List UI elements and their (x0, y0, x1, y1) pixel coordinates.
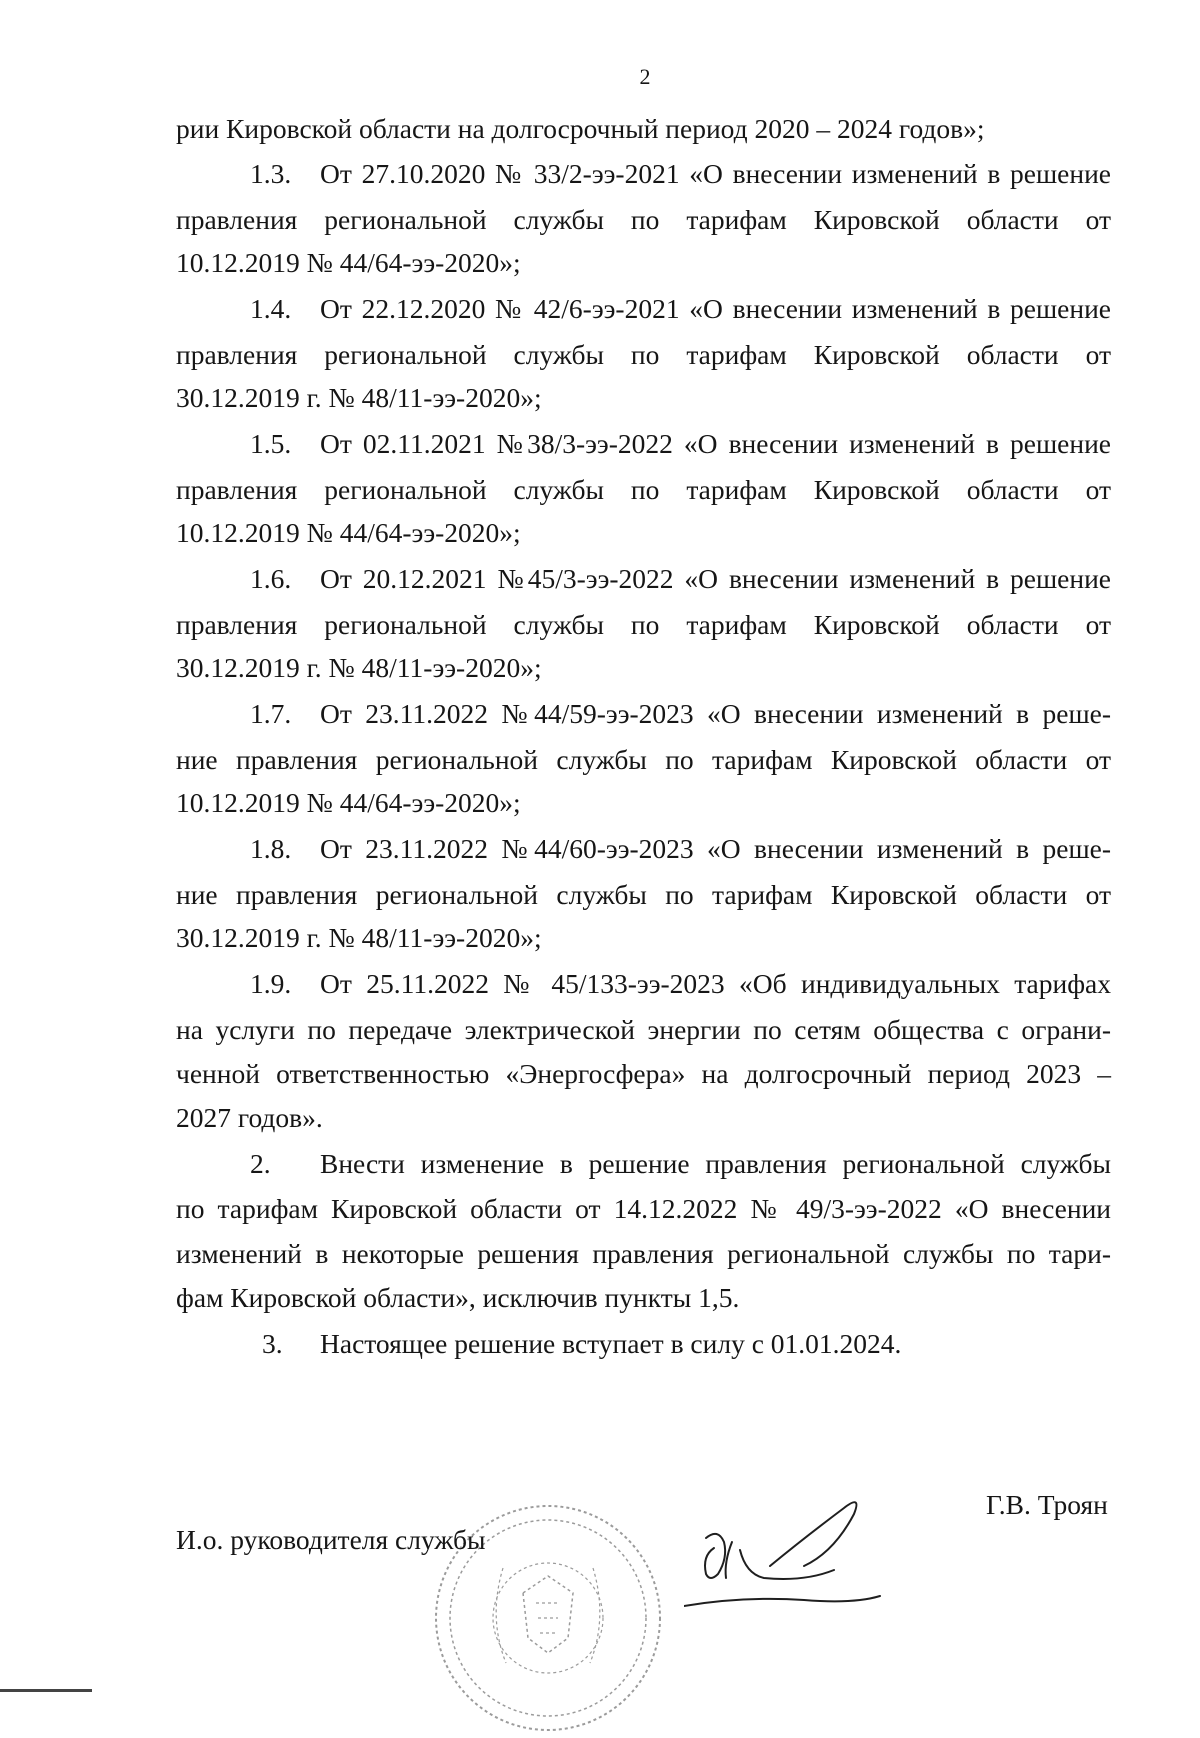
item-line: 10.12.2019 № 44/64-ээ-2020»; (176, 787, 521, 818)
intro-line: рии Кировской области на долгосрочный период 2020 – 2024 годов»; (176, 113, 985, 144)
item-line: 10.12.2019 № 44/64-ээ-2020»; (176, 247, 521, 278)
position-title: И.о. руководителя службы (176, 1524, 486, 1555)
item-line: правления региональной службы по тарифам Кировской области от (176, 204, 1111, 235)
item-first-line: Настоящее решение вступает в силу с 01.01.2024. (320, 1328, 902, 1359)
item-first-line: От 23.11.2022 №44/59-ээ-2023 «О внесении изменений в реше- (320, 698, 1111, 729)
item-first-line: От 27.10.2020 № 33/2-ээ-2021 «О внесении изменений в решение (320, 158, 1111, 189)
item-line: 30.12.2019 г. № 48/11-ээ-2020»; (176, 652, 542, 683)
item-line: правления региональной службы по тарифам Кировской области от (176, 609, 1111, 640)
item-line: правления региональной службы по тарифам Кировской области от (176, 339, 1111, 370)
signatory-name: Г.В. Троян (986, 1489, 1108, 1520)
item-number: 1.3. (250, 158, 292, 189)
item-first-line: От 25.11.2022 № 45/133-ээ-2023 «Об индивидуальных тарифах (320, 968, 1111, 999)
item-line: изменений в некоторые решения правления региональной службы по тари- (176, 1238, 1111, 1269)
item-number: 1.5. (250, 428, 292, 459)
item-first-line: От 20.12.2021 №45/3-ээ-2022 «О внесении изменений в решение (320, 563, 1111, 594)
item-number: 2. (250, 1148, 271, 1179)
item-line: по тарифам Кировской области от 14.12.2022 № 49/3-ээ-2022 «О внесении (176, 1193, 1111, 1224)
item-line: фам Кировской области», исключив пункты 1,5. (176, 1282, 740, 1313)
item-number: 1.4. (250, 293, 292, 324)
item-number: 1.9. (250, 968, 292, 999)
item-line: на услуги по передаче электрической энергии по сетям общества с ограни- (176, 1014, 1111, 1045)
item-first-line: От 22.12.2020 № 42/6-ээ-2021 «О внесении изменений в решение (320, 293, 1111, 324)
item-line: ченной ответственностью «Энергосфера» на долгосрочный период 2023 – (176, 1058, 1111, 1089)
item-line: правления региональной службы по тарифам Кировской области от (176, 474, 1111, 505)
item-first-line: От 23.11.2022 №44/60-ээ-2023 «О внесении изменений в реше- (320, 833, 1111, 864)
item-first-line: От 02.11.2021 №38/3-ээ-2022 «О внесении изменений в решение (320, 428, 1111, 459)
item-number: 1.6. (250, 563, 292, 594)
item-line: ние правления региональной службы по тарифам Кировской области от (176, 879, 1111, 910)
item-line: 30.12.2019 г. № 48/11-ээ-2020»; (176, 922, 542, 953)
scan-edge-mark (0, 1689, 92, 1692)
handwritten-signature (684, 1478, 904, 1618)
item-number: 1.8. (250, 833, 292, 864)
page-number: 2 (639, 64, 651, 89)
item-line: 2027 годов». (176, 1102, 323, 1133)
item-line: ние правления региональной службы по тарифам Кировской области от (176, 744, 1111, 775)
item-number: 3. (262, 1328, 283, 1359)
item-line: 10.12.2019 № 44/64-ээ-2020»; (176, 517, 521, 548)
item-first-line: Внести изменение в решение правления региональной службы (320, 1148, 1111, 1179)
item-number: 1.7. (250, 698, 292, 729)
item-line: 30.12.2019 г. № 48/11-ээ-2020»; (176, 382, 542, 413)
